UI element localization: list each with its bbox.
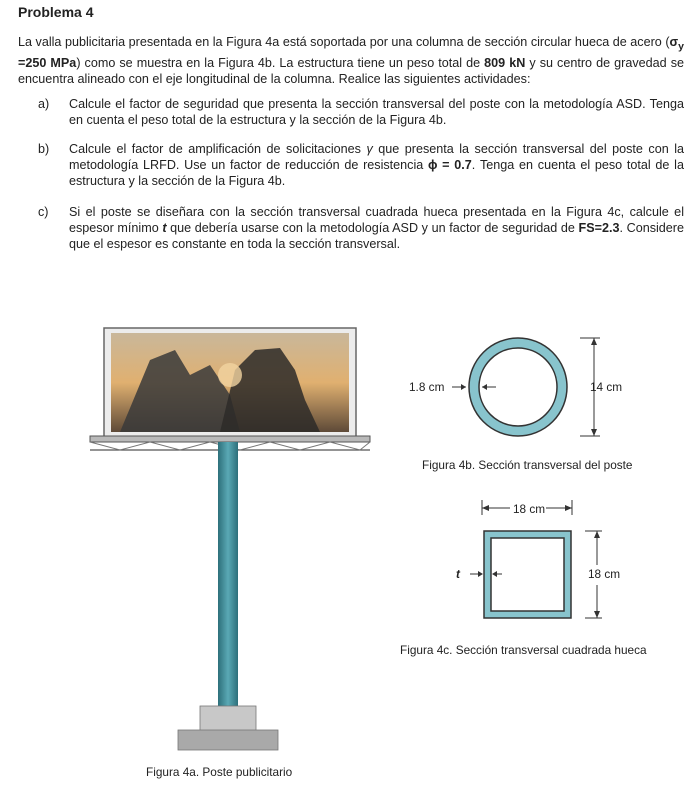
height-label: 18 cm: [588, 567, 621, 581]
figure-4b-caption: Figura 4b. Sección transversal del poste: [422, 458, 633, 472]
problem-title: Problema 4: [18, 4, 94, 20]
figure-4c-caption: Figura 4c. Sección transversal cuadrada hueca: [400, 643, 647, 657]
question-c: c) Si el poste se diseñara con la sección transversal cuadrada hueca presentada en la Figura 4c, calcule el espesor mínimo t que debería usarse con la metodología ASD y un factor de seguridad de FS=2.3. Considere que el espesor es constante en toda la sección transversal.: [38, 205, 685, 251]
width-label: 18 cm: [513, 502, 546, 516]
thickness-label: 1.8 cm: [409, 380, 445, 394]
question-b: b) Calcule el factor de amplificación de solicitaciones γ que presenta la sección transversal del poste con la metodología LRFD. Use un factor de reducción de resistencia ϕ = 0.7. Tenga en cuenta el peso total de la estructura y la sección de la Figura 4b.: [38, 142, 684, 188]
problem-intro: La valla publicitaria presentada en la Figura 4a está soportada por una columna de sección circular hueca de acero ($\sigma_y =250$ MPa) como se muestra en la Figura 4b. La estructura tiene un peso total de 809 kN y su centro de gravedad se encuentra alineado con el eje longitudinal de la columna. Realice las siguientes actividades:: [18, 35, 684, 86]
figure-4a-caption: Figura 4a. Poste publicitario: [146, 765, 293, 779]
diameter-label: 14 cm: [590, 380, 623, 394]
t-label: t: [456, 567, 460, 581]
question-a: a) Calcule el factor de seguridad que presenta la sección transversal del poste con la metodología ASD. Tenga en cuenta el peso total de la estructura y la sección de la Figura 4b.: [38, 97, 684, 127]
figure-4a-billboard: [80, 320, 380, 760]
